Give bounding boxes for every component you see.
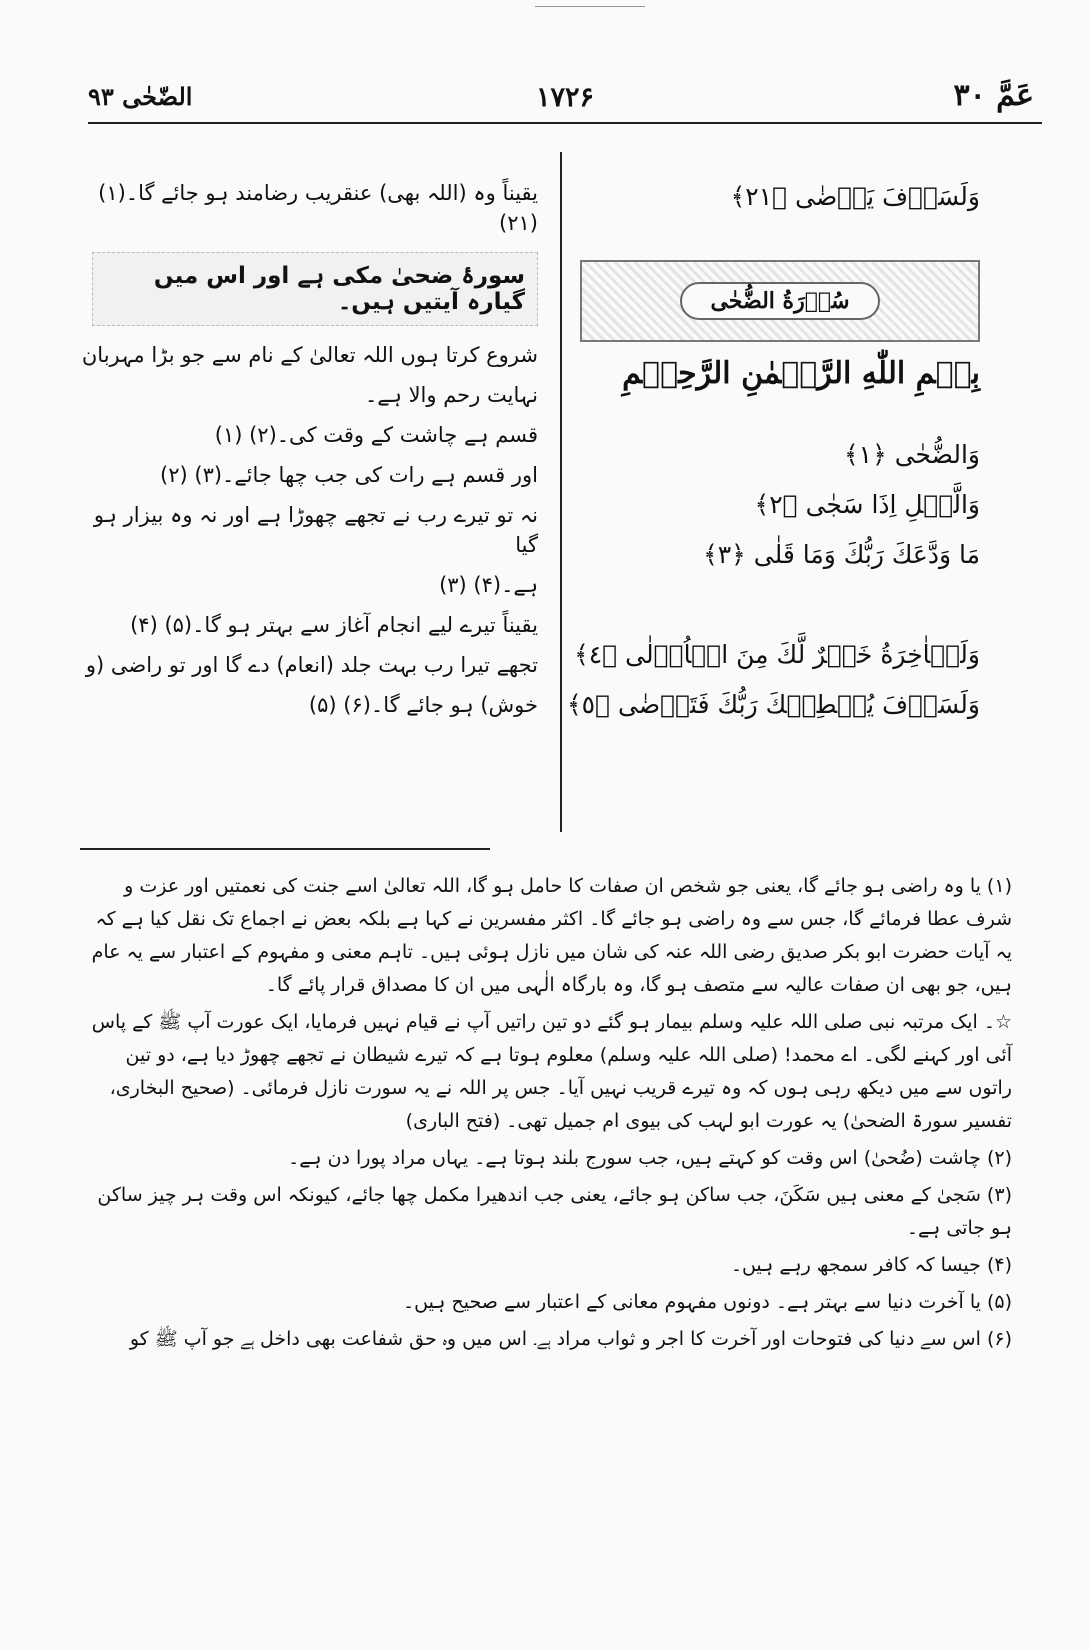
- footnote-1: (۱) یا وہ راضی ہو جائے گا، یعنی جو شخص ان صفات کا حامل ہو گا، اللہ تعالیٰ اسے جنت کی نعمتیں اور عزت و شرف عطا فرمائے گا، جس سے وہ راضی ہو جائے گا۔ اکثر مفسرین نے کہا ہے بلکہ بعض نے اجماع تک نقل کیا ہے کہ یہ آیات حضرت ابو بکر صدیق رضی اللہ عنہ کی شان میں نازل ہوئی ہیں۔ تاہم معنی و مفہوم کے اعتبار سے یہ عام ہیں، جو بھی ان صفات عالیہ سے متصف ہو گا، وہ بارگاہ الٰہی میں ان کا مصداق قرار پائے گا۔: [91, 875, 1012, 996]
- page-header: [88, 60, 1042, 124]
- surah-intro: سورۂ ضحیٰ مکی ہے اور اس میں گیارہ آیتیں ہیں۔: [92, 252, 538, 326]
- bismillah: بِسۡمِ اللّٰهِ الرَّحۡمٰنِ الرَّحِيۡمِ: [622, 356, 980, 391]
- footnote-star: ☆۔ ایک مرتبہ نبی صلی اللہ علیہ وسلم بیمار ہو گئے دو تین راتیں آپ نے قیام نہیں فرمایا، ایک عورت آپ ﷺ کے پاس آئی اور کہنے لگی۔ اے محمد! (صلی اللہ علیہ وسلم) معلوم ہوتا ہے کہ تیرے شیطان نے تجھے چھوڑ دیا ہے، دو تین راتوں سے میں دیکھ رہی ہوں کہ وہ تیرے قریب نہیں آیا۔ جس پر اللہ نے یہ سورت نازل فرمائی۔ (صحیح البخاری، تفسیر سورۃ الضحیٰ) یہ عورت ابو لہب کی بیوی ام جمیل تھی۔ (فتح الباری): [91, 1011, 1012, 1132]
- page-number: ۱۷۲۶: [535, 82, 594, 113]
- arabic-verse-3: مَا وَدَّعَكَ رَبُّكَ وَمَا قَلٰى ﴿٣﴾: [703, 540, 980, 569]
- footnote-rule: [80, 848, 490, 850]
- column-divider: [560, 152, 562, 832]
- footnotes: [80, 870, 1012, 1360]
- footnote-4: (۴) جیسا کہ کافر سمجھ رہے ہیں۔: [730, 1254, 1012, 1276]
- top-rule: [535, 6, 645, 7]
- surah-title: سُوۡرَةُ الضُّحٰى: [680, 282, 879, 320]
- footnote-2: (۲) چاشت (ضُحیٰ) اس وقت کو کہتے ہیں، جب سورج بلند ہوتا ہے۔ یہاں مراد پورا دن ہے۔: [288, 1147, 1012, 1169]
- arabic-verse-2: وَالَّيۡلِ اِذَا سَجٰى ﴿٢﴾: [754, 490, 980, 519]
- footnote-6: (۶) اس سے دنیا کی فتوحات اور آخرت کا اجر و ثواب مراد ہے۔ اس میں وہ حق شفاعت بھی داخل ہے جو آپ ﷺ کو: [129, 1328, 1012, 1350]
- arabic-verse-5: وَلَسَوۡفَ يُعۡطِيۡكَ رَبُّكَ فَتَرۡضٰى ﴿٥﴾: [566, 690, 980, 719]
- surah-label: الضّحٰی ۹۳: [88, 82, 193, 111]
- bismillah-translation-2: نہایت رحم والا ہے۔: [364, 383, 538, 407]
- translation-block: [80, 340, 538, 730]
- juz-label: عَمَّ ۳۰: [953, 78, 1034, 113]
- arabic-verse-21: وَلَسَوۡفَ يَرۡضٰى ﴿٢١﴾: [730, 182, 980, 211]
- translation-verse-3a: نہ تو تیرے رب نے تجھے چھوڑا ہے اور نہ وہ بیزار ہو گیا: [93, 503, 538, 557]
- surah-banner: [580, 260, 980, 342]
- translation-verse-21: یقیناً وہ (اللہ بھی) عنقریب رضامند ہو جائے گا۔(۱) (۲۱): [98, 181, 538, 235]
- footnote-3: (۳) سَجیٰ کے معنی ہیں سَکَنَ، جب ساکن ہو جائے، یعنی جب اندھیرا مکمل چھا جائے، کیونکہ اس وقت ہر چیز ساکن ہو جاتی ہے۔: [97, 1184, 1012, 1239]
- translation-verse-3b: ہے۔(۴) (۳): [439, 573, 538, 597]
- bismillah-translation-1: شروع کرتا ہوں اللہ تعالیٰ کے نام سے جو بڑا مہربان: [81, 343, 538, 367]
- translation-verse-5b: خوش) ہو جائے گا۔(۶) (۵): [308, 693, 538, 717]
- footnote-5: (۵) یا آخرت دنیا سے بہتر ہے۔ دونوں مفہوم معانی کے اعتبار سے صحیح ہیں۔: [402, 1291, 1012, 1313]
- arabic-verse-4: وَلَلۡاٰخِرَةُ خَيۡرٌ لَّكَ مِنَ الۡاُوۡلٰى ﴿٤﴾: [574, 640, 980, 669]
- arabic-verse-1: وَالضُّحٰى ﴿١﴾: [844, 440, 980, 469]
- translation-verse-5a: تجھے تیرا رب بہت جلد (انعام) دے گا اور تو راضی (و: [85, 653, 538, 677]
- translation-verse-2: اور قسم ہے رات کی جب چھا جائے۔(۳) (۲): [160, 463, 538, 487]
- translation-verse-1: قسم ہے چاشت کے وقت کی۔(۲) (۱): [214, 423, 538, 447]
- translation-verse-4: یقیناً تیرے لیے انجام آغاز سے بہتر ہو گا۔(۵) (۴): [130, 613, 538, 637]
